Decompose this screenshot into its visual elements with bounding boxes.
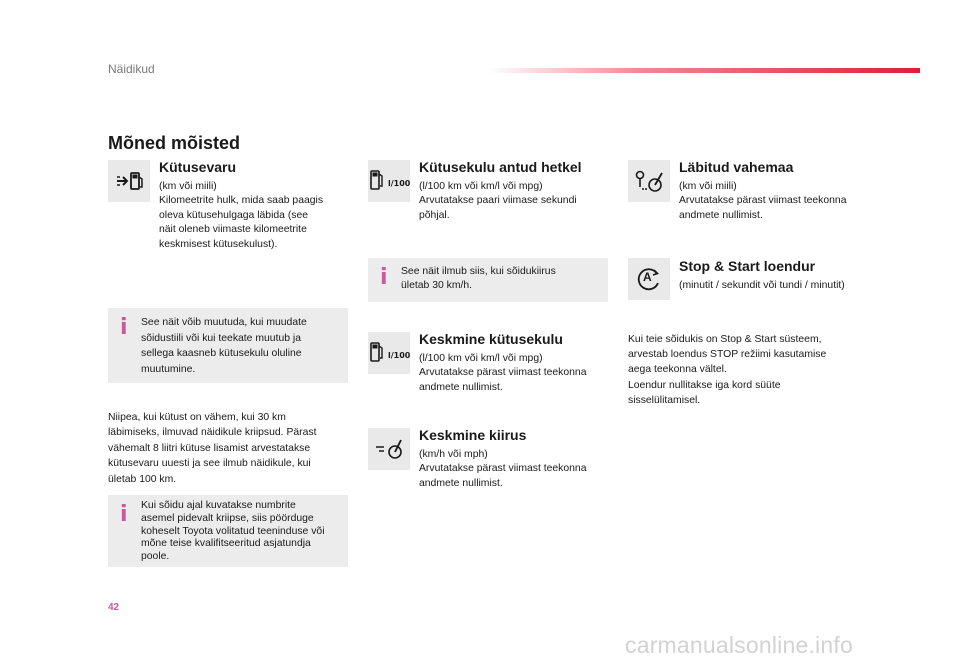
average-consumption-text: (l/100 km või km/l või mpg) Arvutatakse pärast viimast teekonna andmete nullimist. bbox=[419, 353, 587, 393]
instant-consumption-title: Kütusekulu antud hetkel bbox=[419, 159, 582, 175]
stop-start-title: Stop & Start loendur bbox=[679, 258, 816, 274]
note-fuel-range-change bbox=[108, 308, 348, 383]
distance-icon-box bbox=[628, 160, 670, 202]
note-speed-text: See näit ilmub siis, kui sõidukiirus ületab 30 km/h. bbox=[401, 266, 556, 292]
distance-title: Läbitud vahemaa bbox=[679, 159, 794, 175]
note-dashes-text: Kui sõidu ajal kuvatakse numbrite asemel pidevalt kriipse, siis pöörduge koheselt Toyota volitatud teeninduse või mõne teise kvalifitseeritud asjatundja poole. bbox=[141, 500, 325, 563]
distance-icon bbox=[631, 167, 667, 195]
watermark: carmanualsonline.info bbox=[625, 632, 853, 658]
instant-consumption-icon-box bbox=[368, 160, 410, 202]
instant-consumption-text: (l/100 km või km/l või mpg) Arvutatakse paari viimase sekundi põhjal. bbox=[419, 181, 577, 221]
note-fuel-range-change-text: See näit võib muutuda, kui muudate sõidustiili või kui teekate muutub ja sellega kaasneb kütusekulu oluline muutumine. bbox=[141, 317, 307, 375]
fuel-range-text: (km või miili) Kilomeetrite hulk, mida saab paagis oleva kütusehulgaga läbida (see näit oleneb viimaste kilomeetrite keskmisest kütusekulust). bbox=[159, 181, 324, 250]
note-speed bbox=[368, 258, 608, 302]
stop-start-text: (minutit / sekundit või tundi / minutit) bbox=[679, 280, 845, 291]
fuel-range-title: Kütusevaru bbox=[159, 159, 237, 175]
stop-start-description: Kui teie sõidukis on Stop & Start süsteem, arvestab loendus STOP režiimi kasutamise aega teekonna vältel. Loendur nullitakse iga kord süüte sisselülitamisel. bbox=[628, 334, 827, 406]
average-speed-text: (km/h või mph) Arvutatakse pärast viimast teekonna andmete nullimist. bbox=[419, 449, 587, 489]
average-speed-title: Keskmine kiirus bbox=[419, 427, 527, 443]
low-fuel-text: Niipea, kui kütust on vähem, kui 30 km läbimiseks, ilmuvad näidikule kriipsud. Pärast vähemalt 8 liitri kütuse lisamist arvestatakse kütusevaru uuesti ja see ilmub näidikule, kui ületab 100 km. bbox=[108, 412, 317, 485]
page-title: Mõned mõisted bbox=[108, 133, 241, 153]
info-icon: i bbox=[380, 265, 388, 290]
instant-consumption-unit-label: l/100 bbox=[388, 179, 411, 188]
average-consumption-unit-label: l/100 bbox=[388, 351, 411, 360]
fuel-range-icon-box bbox=[108, 160, 150, 202]
distance-text: (km või miili) Arvutatakse pärast viimast teekonna andmete nullimist. bbox=[679, 181, 847, 221]
stop-start-icon-box bbox=[628, 258, 670, 300]
fuel-range-icon bbox=[114, 170, 144, 192]
average-consumption-title: Keskmine kütusekulu bbox=[419, 331, 563, 347]
section-label: Näidikud bbox=[108, 62, 155, 76]
average-speed-icon-box bbox=[368, 428, 410, 470]
header-accent-bar bbox=[488, 68, 920, 73]
average-speed-icon bbox=[371, 436, 407, 462]
average-consumption-icon-box bbox=[368, 332, 410, 374]
page-number: 42 bbox=[108, 602, 120, 613]
note-dashes bbox=[108, 495, 348, 567]
info-icon: i bbox=[120, 502, 128, 527]
info-icon: i bbox=[120, 315, 128, 340]
stop-start-icon-letter: A bbox=[643, 270, 652, 284]
